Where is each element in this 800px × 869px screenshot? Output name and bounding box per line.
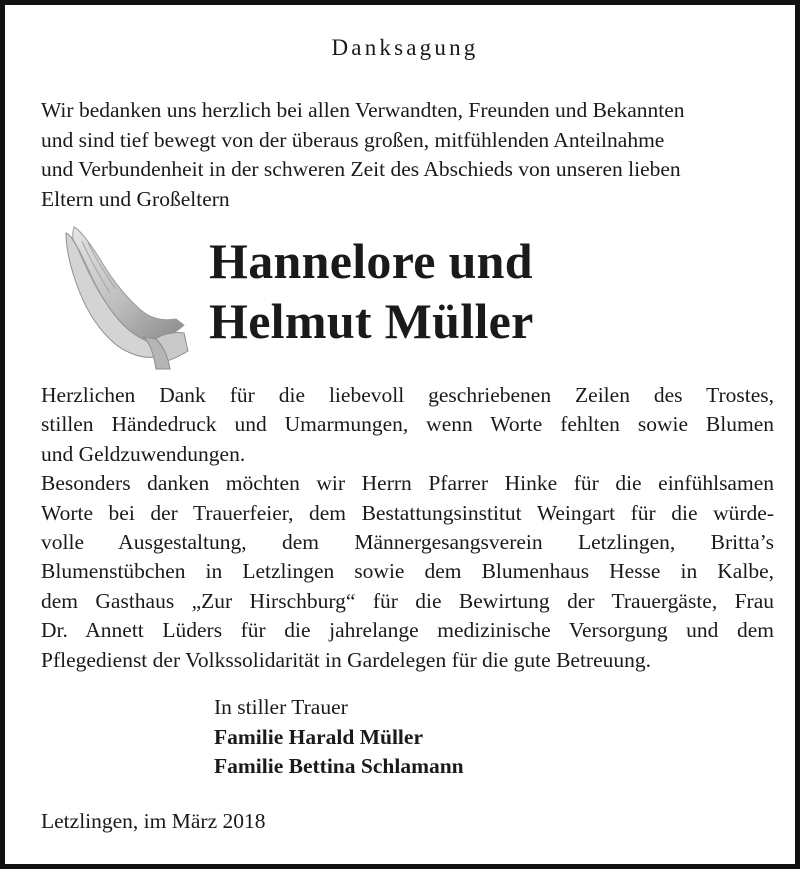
intro-line: Eltern und Großeltern (41, 186, 230, 211)
body-line: dem Gasthaus „Zur Hirschburg“ für die Bewirtung der Trauergäste, Frau (41, 588, 774, 613)
intro-line: und sind tief bewegt von der überaus großen, mitfühlenden Anteilnahme (41, 127, 665, 152)
name-line: Hannelore und (209, 233, 533, 289)
place-date: Letzlingen, im März 2018 (41, 809, 266, 833)
body-line: Blumenstübchen in Letzlingen sowie dem Blumenhaus Hesse in Kalbe, (41, 559, 774, 584)
deceased-names (209, 231, 534, 351)
body-line: Pflegedienst der Volkssolidarität in Gardelegen für die gute Betreuung. (41, 647, 652, 672)
signature-intro: In stiller Trauer (214, 695, 348, 719)
notice-heading: Danksagung (331, 35, 479, 60)
body-line: volle Ausgestaltung, dem Männergesangsverein Letzlingen, Britta’s (41, 530, 774, 555)
intro-line: Wir bedanken uns herzlich bei allen Verwandten, Freunden und Bekannten (41, 98, 685, 122)
family-name: Familie Harald Müller (214, 724, 423, 749)
name-line: Helmut Müller (209, 293, 534, 349)
praying-hands-icon (60, 223, 190, 373)
body-line: Besonders danken möchten wir Herrn Pfarrer Hinke für die einfühlsamen (41, 471, 774, 496)
thanks-paragraph (41, 381, 774, 675)
body-line: Dr. Annett Lüders für die jahrelange medizinische Versorgung und dem (41, 618, 774, 643)
family-name: Familie Bettina Schlamann (214, 754, 464, 778)
body-line: und Geldzuwendungen. (41, 441, 246, 466)
signature-block (214, 693, 464, 782)
intro-paragraph (41, 96, 777, 214)
body-line: stillen Händedruck und Umarmungen, wenn Worte fehlten sowie Blumen (41, 412, 774, 437)
body-line: Worte bei der Trauerfeier, dem Bestattungsinstitut Weingart für die würde- (41, 500, 774, 525)
body-line: Herzlichen Dank für die liebevoll geschriebenen Zeilen des Trostes, (41, 383, 774, 407)
intro-line: und Verbundenheit in der schweren Zeit des Abschieds von unseren lieben (41, 157, 681, 181)
